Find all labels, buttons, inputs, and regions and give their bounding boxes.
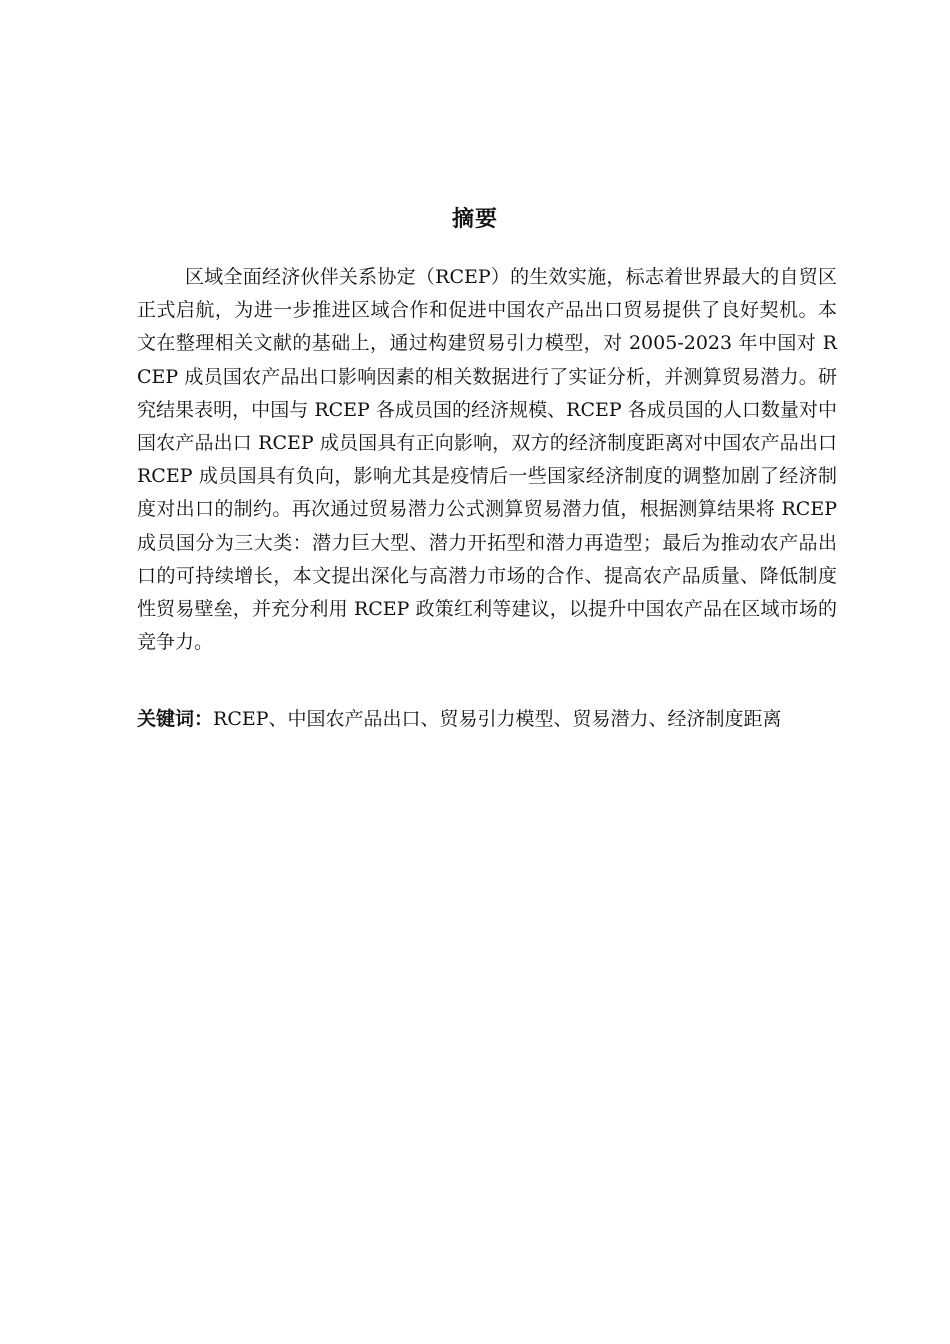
abstract-body: 区域全面经济伙伴关系协定（RCEP）的生效实施，标志着世界最大的自贸区正式启航，为进一步推进区域合作和促进中国农产品出口贸易提供了良好契机。本文在整理相关文献的基础上，通过构建贸易引力模型，对 2005-2023 年中国对 RCEP 成员国农产品出口影响因素的相关数据进行了实证分析，并测算贸易潜力。研究结果表明，中国与 RCEP 各成员国的经济规模、RCEP 各成员国的人口数量对中国农产品出口 RCEP 成员国具有正向影响，双方的经济制度距离对中国农产品出口 RCEP 成员国具有负向，影响尤其是疫情后一些国家经济制度的调整加剧了经济制度对出口的制约。再次通过贸易潜力公式测算贸易潜力值，根据测算结果将 RCEP 成员国分为三大类：潜力巨大型、潜力开拓型和潜力再造型；最后为推动农产品出口的可持续增长，本文提出深化与高潜力市场的合作、提高农产品质量、降低制度性贸易壁垒，并充分利用 RCEP 政策红利等建议，以提升中国农产品在区域市场的竞争力。 xyxy=(137,266,837,654)
keywords-paragraph xyxy=(137,703,837,736)
abstract-title: 摘要 xyxy=(451,207,498,232)
keywords-text: RCEP、中国农产品出口、贸易引力模型、贸易潜力、经济制度距离 xyxy=(213,708,782,730)
keywords-label: 关键词： xyxy=(137,708,214,730)
